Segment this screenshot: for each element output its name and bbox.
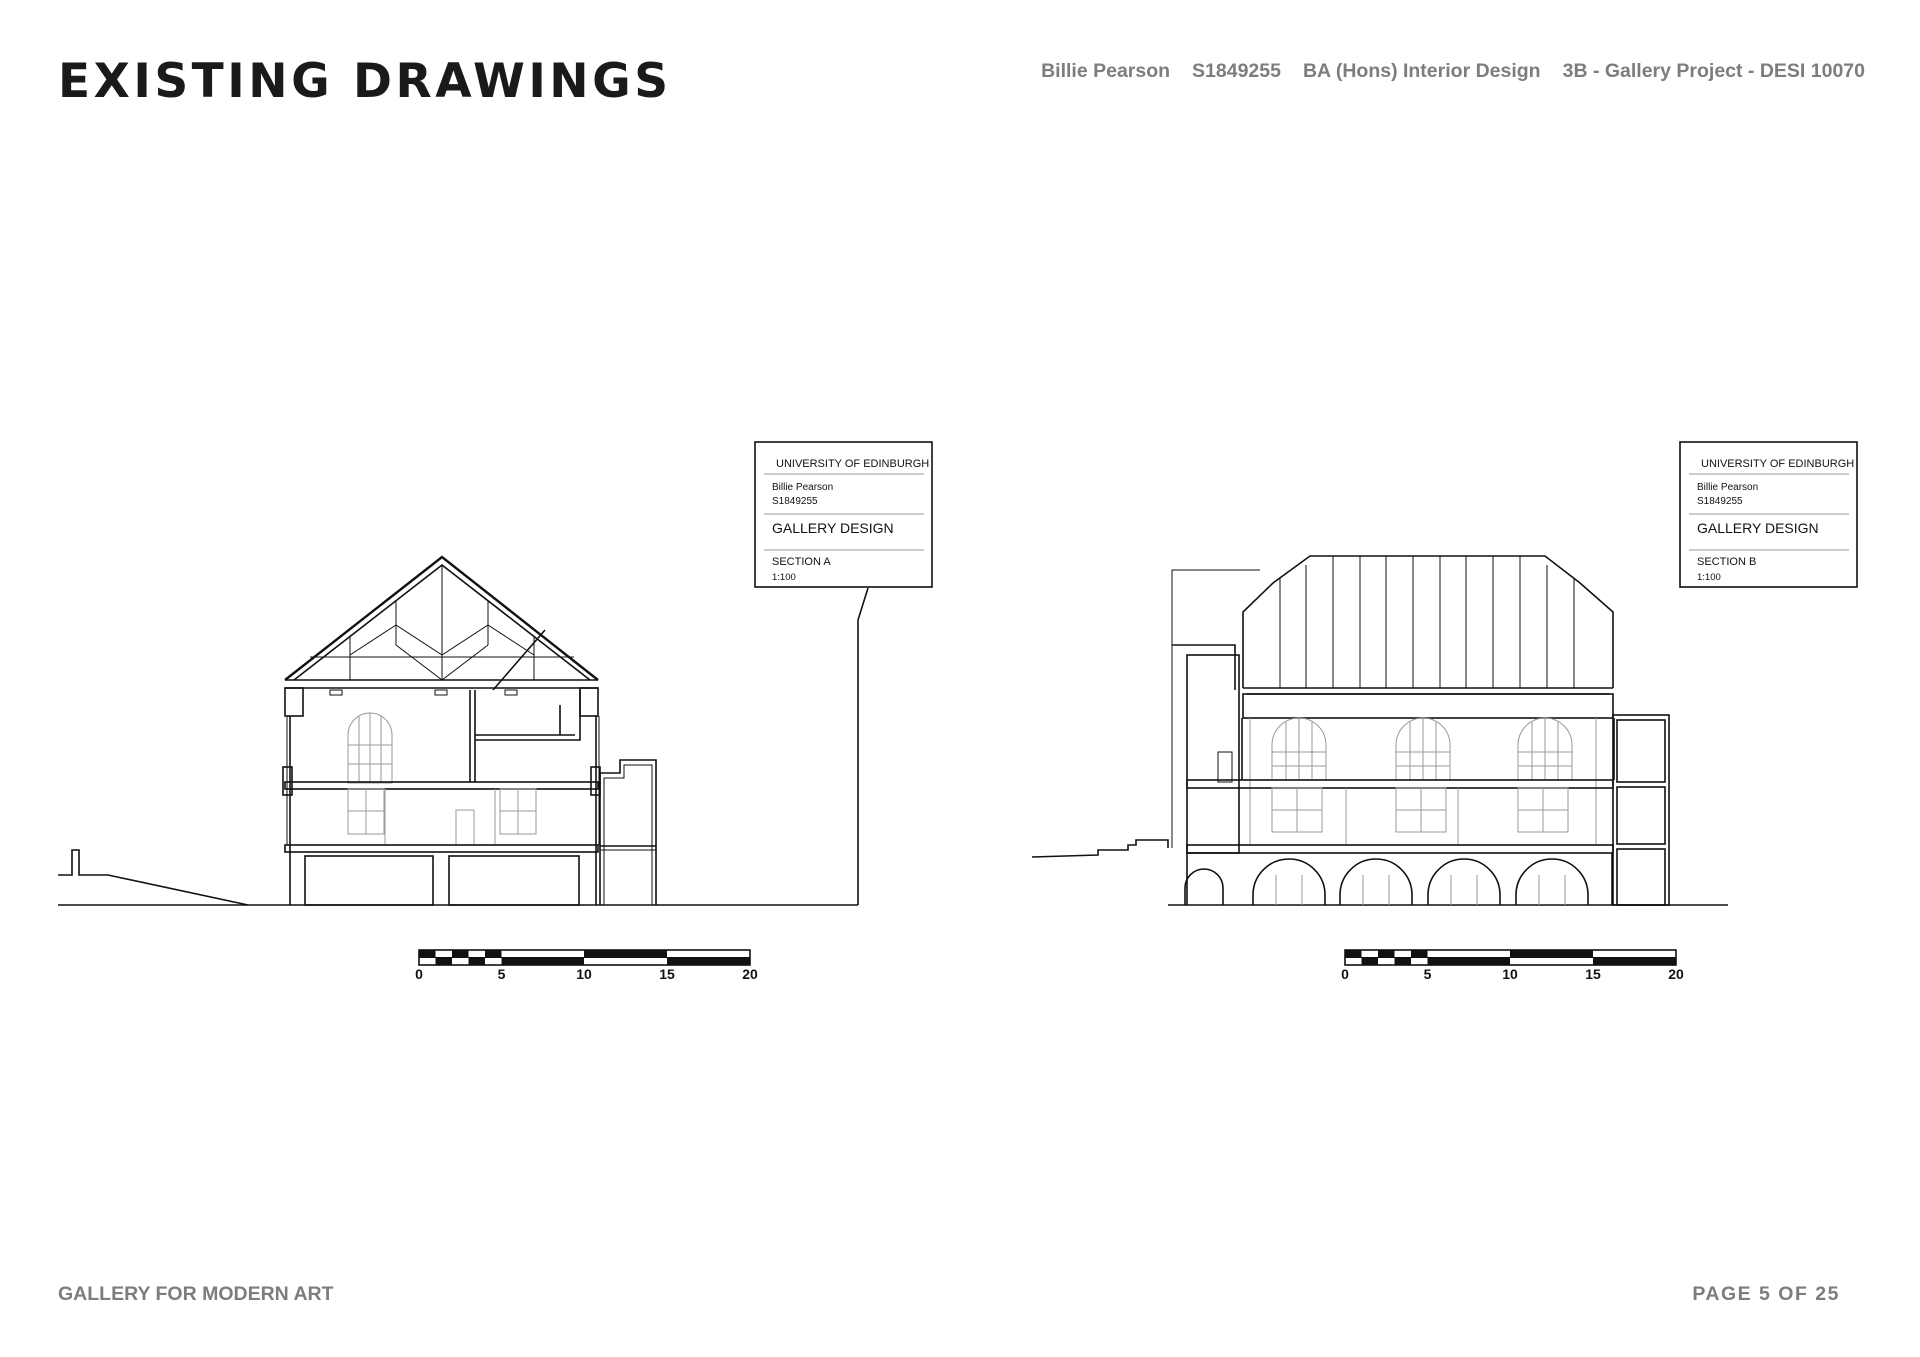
tb-a-drawing: SECTION A (772, 556, 831, 568)
scale-a-tick-20: 20 (742, 966, 758, 982)
tb-b-drawing: SECTION B (1697, 556, 1757, 568)
student-id: S1849255 (1192, 60, 1281, 82)
tb-a-university: UNIVERSITY OF EDINBURGH (776, 458, 930, 470)
footer-project-name: GALLERY FOR MODERN ART (58, 1283, 334, 1305)
section-a-title-block (755, 442, 932, 587)
scale-a-tick-15: 15 (659, 966, 675, 982)
tb-b-scale: 1:100 (1697, 572, 1721, 583)
scale-b-tick-20: 20 (1668, 966, 1684, 982)
section-a-scale-bar (415, 950, 758, 982)
scale-a-tick-10: 10 (576, 966, 592, 982)
tb-b-id: S1849255 (1697, 496, 1743, 507)
tb-a-id: S1849255 (772, 496, 818, 507)
tb-a-name: Billie Pearson (772, 482, 834, 493)
scale-b-tick-0: 0 (1341, 966, 1349, 982)
course-name: BA (Hons) Interior Design (1302, 60, 1541, 82)
tb-a-project: GALLERY DESIGN (772, 520, 894, 536)
tb-a-scale: 1:100 (772, 572, 796, 583)
tb-b-name: Billie Pearson (1697, 482, 1759, 493)
scale-a-tick-5: 5 (497, 966, 506, 982)
page-title: EXISTING DRAWINGS (58, 54, 672, 109)
section-b-drawing (1032, 442, 1857, 982)
tb-b-project: GALLERY DESIGN (1697, 520, 1819, 536)
scale-b-tick-15: 15 (1585, 966, 1601, 982)
tb-b-university: UNIVERSITY OF EDINBURGH (1701, 458, 1855, 470)
project-code: 3B - Gallery Project - DESI 10070 (1562, 60, 1865, 82)
student-name: Billie Pearson (1041, 60, 1171, 82)
section-b-title-block (1680, 442, 1857, 587)
section-a-drawing (58, 442, 932, 982)
section-b-scale-bar (1341, 950, 1684, 982)
page-number: PAGE 5 OF 25 (1692, 1283, 1840, 1305)
scale-b-tick-10: 10 (1502, 966, 1518, 982)
scale-a-tick-0: 0 (415, 966, 423, 982)
scale-b-tick-5: 5 (1423, 966, 1432, 982)
